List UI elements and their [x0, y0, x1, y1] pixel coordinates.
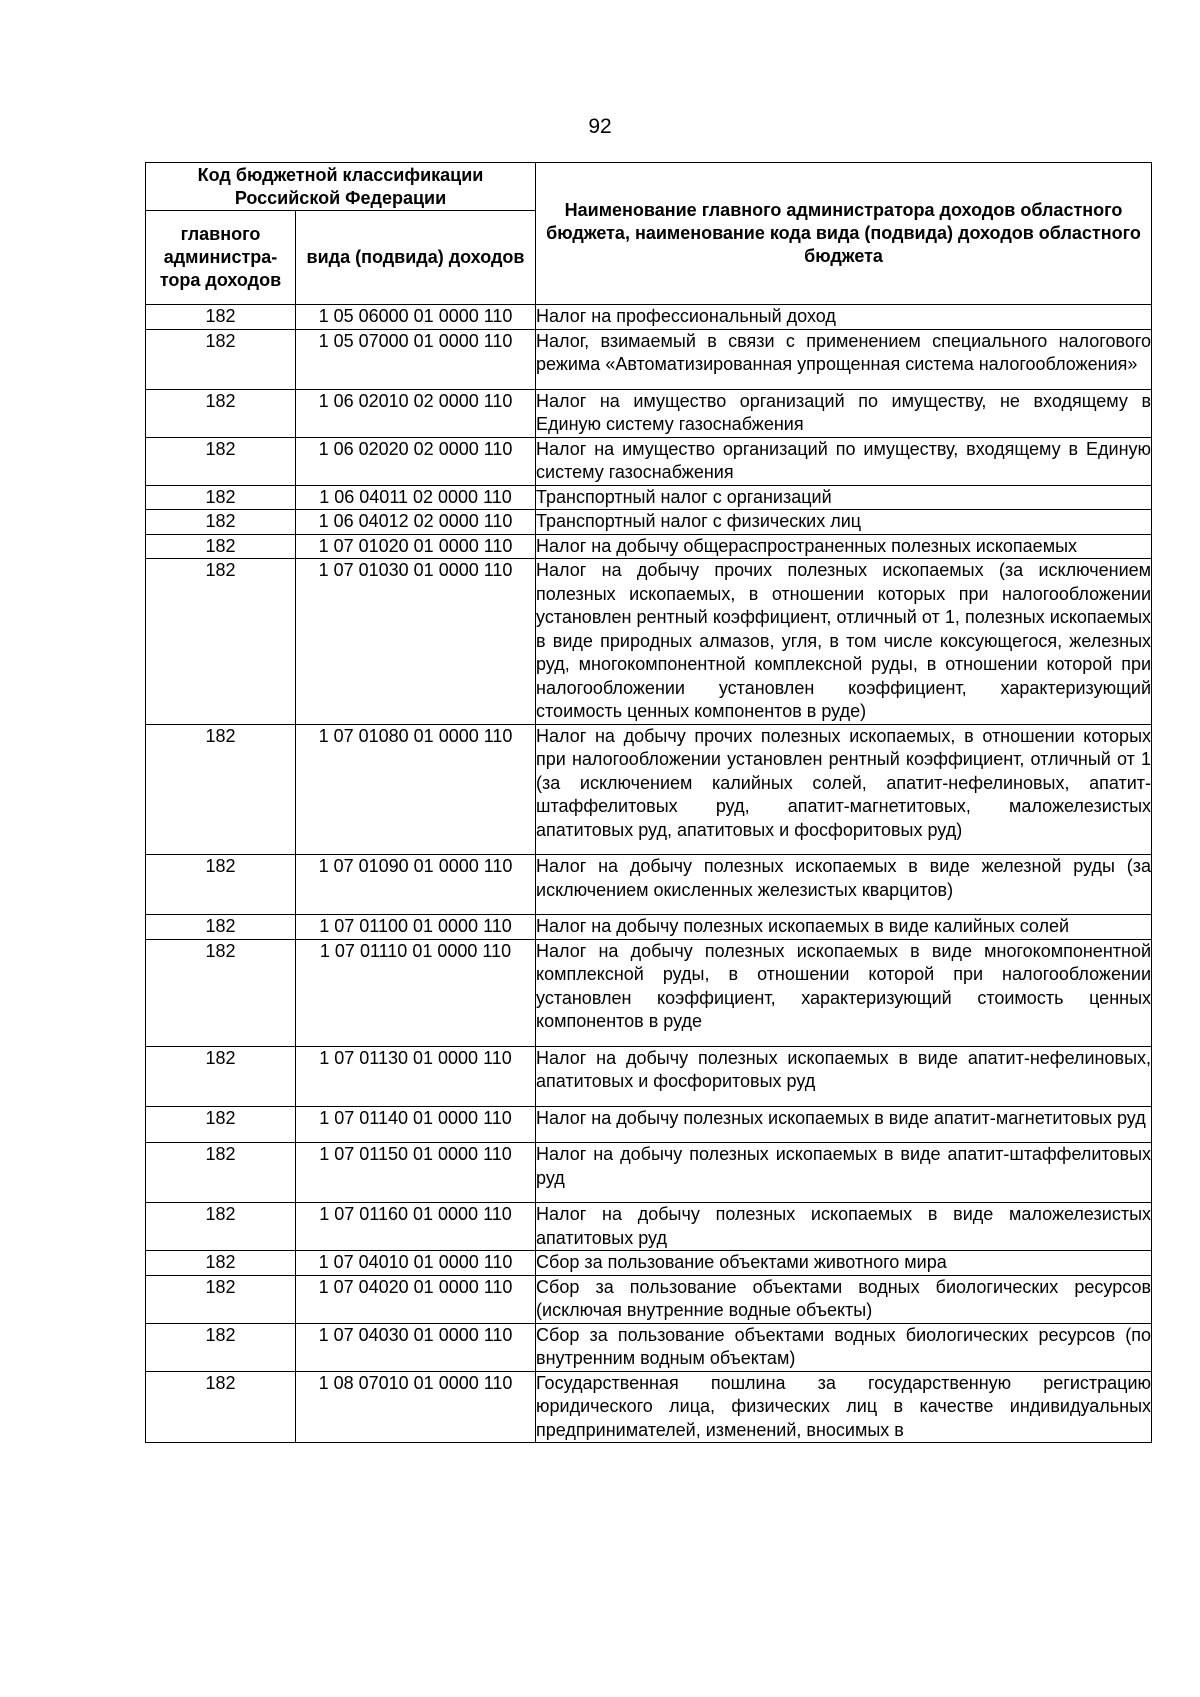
table-row: [146, 437, 1152, 485]
table-row: [146, 1323, 1152, 1371]
income-code: 1 07 01140 01 0000 110: [296, 1106, 536, 1143]
admin-code: 182: [146, 389, 296, 437]
table-row: [146, 559, 1152, 725]
income-code: 1 07 01150 01 0000 110: [296, 1143, 536, 1203]
table-row: [146, 1275, 1152, 1323]
table-row: [146, 329, 1152, 389]
admin-code: 182: [146, 510, 296, 535]
admin-code: 182: [146, 1106, 296, 1143]
admin-code: 182: [146, 724, 296, 855]
income-code: 1 07 04010 01 0000 110: [296, 1251, 536, 1276]
income-code: 1 07 01090 01 0000 110: [296, 855, 536, 915]
budget-classification-table: [145, 162, 1152, 1443]
admin-code: 182: [146, 915, 296, 940]
income-code: 1 07 01110 01 0000 110: [296, 939, 536, 1046]
income-code: 1 07 04030 01 0000 110: [296, 1323, 536, 1371]
admin-code: 182: [146, 855, 296, 915]
income-code: 1 06 04011 02 0000 110: [296, 485, 536, 510]
admin-code: 182: [146, 305, 296, 330]
admin-code: 182: [146, 485, 296, 510]
income-code: 1 05 06000 01 0000 110: [296, 305, 536, 330]
income-code: 1 06 02010 02 0000 110: [296, 389, 536, 437]
admin-code: 182: [146, 1275, 296, 1323]
table-header-row: [146, 163, 1152, 211]
income-code: 1 08 07010 01 0000 110: [296, 1371, 536, 1443]
admin-code: 182: [146, 559, 296, 725]
income-name: Налог на добычу полезных ископаемых в виде калийных солей: [536, 915, 1152, 940]
table-row: [146, 1143, 1152, 1203]
table-row: [146, 510, 1152, 535]
income-name: Налог на добычу общераспространенных полезных ископаемых: [536, 534, 1152, 559]
income-name: Налог на добычу полезных ископаемых в виде апатит-штаффелитовых руд: [536, 1143, 1152, 1203]
income-code: 1 05 07000 01 0000 110: [296, 329, 536, 389]
table-row: [146, 389, 1152, 437]
admin-code: 182: [146, 329, 296, 389]
admin-code: 182: [146, 939, 296, 1046]
table-row: [146, 1371, 1152, 1443]
income-name: Налог на добычу полезных ископаемых в виде многокомпонентной комплексной руды, в отношении которой при налогообложении установлен коэффициент, характеризующий стоимость ценных компонентов в руде: [536, 939, 1152, 1046]
table-row: [146, 855, 1152, 915]
income-name: Налог на добычу прочих полезных ископаемых (за исключением полезных ископаемых, в отношении которых при налогообложении установлен рентный коэффициент, отличный от 1, полезных ископаемых в виде природных алмазов, угля, в том числе коксующегося, железных руд, многокомпонентной комплексной руды, в отношении которой при налогообложении установлен коэффициент, характеризующий стоимость ценных компонентов в руде): [536, 559, 1152, 725]
income-code: 1 06 02020 02 0000 110: [296, 437, 536, 485]
table-row: [146, 534, 1152, 559]
header-group-kbk: Код бюджетной классификации Российской Федерации: [146, 163, 536, 211]
admin-code: 182: [146, 1371, 296, 1443]
income-code: 1 06 04012 02 0000 110: [296, 510, 536, 535]
table-row: [146, 1251, 1152, 1276]
income-code: 1 07 01030 01 0000 110: [296, 559, 536, 725]
admin-code: 182: [146, 1203, 296, 1251]
income-code: 1 07 01100 01 0000 110: [296, 915, 536, 940]
admin-code: 182: [146, 534, 296, 559]
income-name: Налог на добычу прочих полезных ископаемых, в отношении которых при налогообложении установлен рентный коэффициент, отличный от 1 (за исключением калийных солей, апатит-нефелиновых, апатит-штаффелитовых руд, апатит-магнетитовых, маложелезистых апатитовых руд, апатитовых и фосфоритовых руд): [536, 724, 1152, 855]
admin-code: 182: [146, 1323, 296, 1371]
page-number: 92: [588, 115, 612, 138]
income-code: 1 07 04020 01 0000 110: [296, 1275, 536, 1323]
income-name: Налог на добычу полезных ископаемых в виде маложелезистых апатитовых руд: [536, 1203, 1152, 1251]
income-name: Транспортный налог с физических лиц: [536, 510, 1152, 535]
admin-code: 182: [146, 1046, 296, 1106]
admin-code: 182: [146, 1143, 296, 1203]
income-code: 1 07 01160 01 0000 110: [296, 1203, 536, 1251]
income-code: 1 07 01080 01 0000 110: [296, 724, 536, 855]
header-name: Наименование главного администратора доходов областного бюджета, наименование кода вида (подвида) доходов областного бюджета: [536, 163, 1152, 305]
income-name: Налог на профессиональный доход: [536, 305, 1152, 330]
income-name: Налог на добычу полезных ископаемых в виде апатит-нефелиновых, апатитовых и фосфоритовых руд: [536, 1046, 1152, 1106]
income-name: Налог, взимаемый в связи с применением специального налогового режима «Автоматизированная упрощенная система налогообложения»: [536, 329, 1152, 389]
table-row: [146, 939, 1152, 1046]
income-name: Сбор за пользование объектами животного мира: [536, 1251, 1152, 1276]
table-row: [146, 1046, 1152, 1106]
income-code: 1 07 01130 01 0000 110: [296, 1046, 536, 1106]
income-name: Транспортный налог с организаций: [536, 485, 1152, 510]
income-name: Налог на имущество организаций по имуществу, входящему в Единую систему газоснабжения: [536, 437, 1152, 485]
admin-code: 182: [146, 437, 296, 485]
admin-code: 182: [146, 1251, 296, 1276]
table-row: [146, 485, 1152, 510]
income-name: Налог на имущество организаций по имуществу, не входящему в Единую систему газоснабжения: [536, 389, 1152, 437]
table-row: [146, 1203, 1152, 1251]
income-name: Государственная пошлина за государственную регистрацию юридического лица, физических лиц в качестве индивидуальных предпринимателей, изменений, вносимых в: [536, 1371, 1152, 1443]
header-code: вида (подвида) доходов: [296, 211, 536, 305]
income-name: Налог на добычу полезных ископаемых в виде железной руды (за исключением окисленных железистых кварцитов): [536, 855, 1152, 915]
income-name: Налог на добычу полезных ископаемых в виде апатит-магнетитовых руд: [536, 1106, 1152, 1143]
table-row: [146, 724, 1152, 855]
table-row: [146, 1106, 1152, 1143]
income-name: Сбор за пользование объектами водных биологических ресурсов (по внутренним водным объектам): [536, 1323, 1152, 1371]
income-code: 1 07 01020 01 0000 110: [296, 534, 536, 559]
table-row: [146, 305, 1152, 330]
header-admin: главного администра-тора доходов: [146, 211, 296, 305]
table-row: [146, 915, 1152, 940]
income-name: Сбор за пользование объектами водных биологических ресурсов (исключая внутренние водные объекты): [536, 1275, 1152, 1323]
